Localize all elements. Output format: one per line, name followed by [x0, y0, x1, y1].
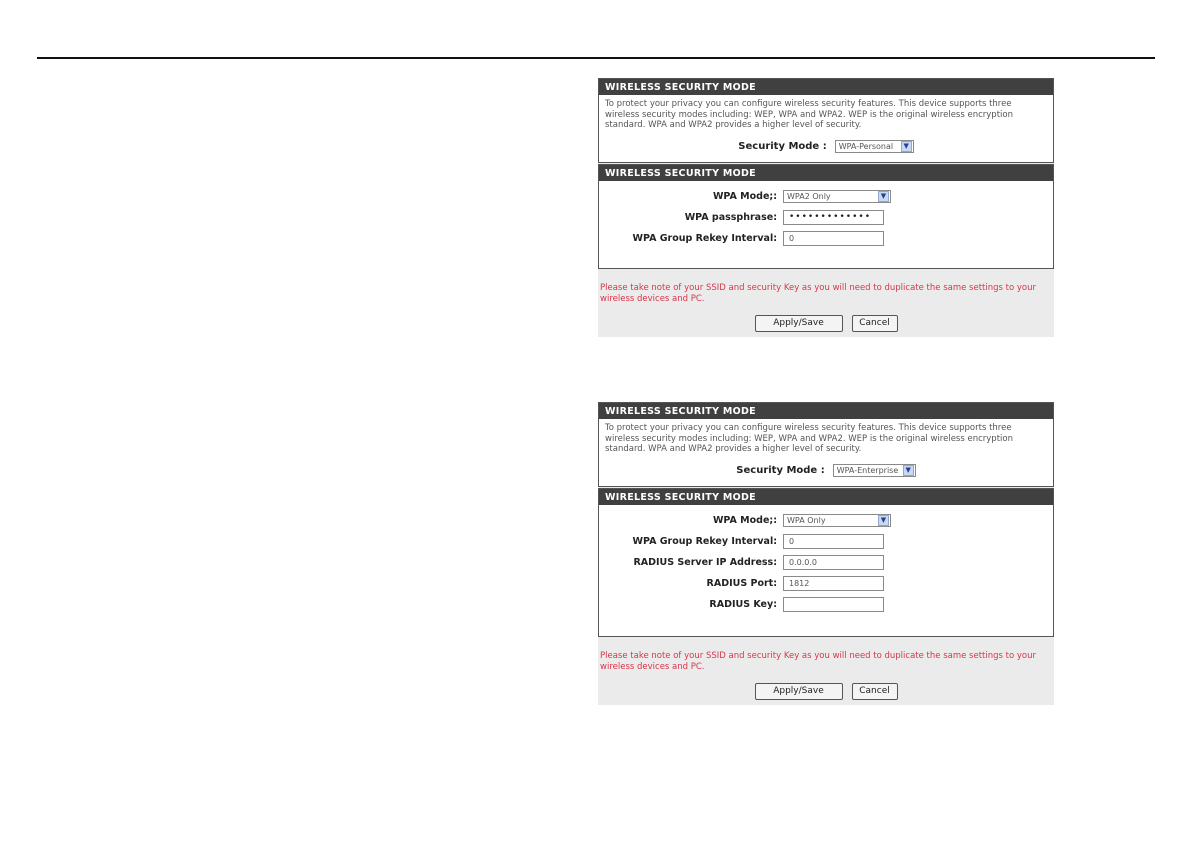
wpa-settings-section: [598, 488, 1054, 637]
wpa-mode-select[interactable]: [783, 514, 891, 527]
security-mode-section: [598, 402, 1054, 487]
wpa-rekey-label: WPA Group Rekey Interval:: [632, 232, 777, 244]
radius-port-label: RADIUS Port:: [706, 577, 777, 589]
security-note: Please take note of your SSID and security Key as you will need to duplicate the same settings to your wireless devices and PC.: [600, 282, 1036, 304]
radius-key-label: RADIUS Key:: [709, 598, 777, 610]
wpa-rekey-label: WPA Group Rekey Interval:: [632, 535, 777, 547]
wpa-settings-form: [599, 181, 1053, 268]
radius-ip-label: RADIUS Server IP Address:: [633, 556, 777, 568]
button-row: [598, 673, 1054, 705]
wpa-rekey-row: [599, 228, 1053, 249]
cancel-button[interactable]: Cancel: [852, 315, 898, 332]
wpa-mode-select[interactable]: [783, 190, 891, 203]
radius-key-row: [599, 594, 1053, 615]
wpa-rekey-row: [599, 531, 1053, 552]
cancel-button[interactable]: Cancel: [852, 683, 898, 700]
radius-port-field[interactable]: 1812: [783, 576, 884, 591]
security-mode-select[interactable]: [835, 140, 914, 153]
security-mode-label: Security Mode :: [736, 465, 825, 476]
wpa-mode-label: WPA Mode;:: [712, 514, 777, 526]
wpa-mode-label: WPA Mode;:: [712, 190, 777, 202]
security-mode-value: WPA-Enterprise: [836, 466, 899, 475]
security-mode-value: WPA-Personal: [838, 142, 894, 151]
wpa-mode-row: [599, 510, 1053, 531]
security-mode-section: [598, 78, 1054, 163]
radius-ip-row: [599, 552, 1053, 573]
wpa-settings-form: [599, 505, 1053, 636]
wpa-enterprise-screen: [598, 402, 1054, 705]
wpa-personal-screen: [598, 78, 1054, 337]
wpa-passphrase-field[interactable]: •••••••••••••: [783, 210, 884, 225]
chevron-down-icon[interactable]: ▼: [878, 515, 889, 526]
intro-text: To protect your privacy you can configure wireless security features. This device supports three wireless security modes including: WEP, WPA and WPA2. WEP is the original wireless encryption standard. WPA and WPA2 provides a higher level of security.: [605, 99, 1013, 130]
wpa-passphrase-row: [599, 207, 1053, 228]
wpa-rekey-field[interactable]: 0: [783, 231, 884, 246]
wpa-mode-row: [599, 186, 1053, 207]
chevron-down-icon[interactable]: ▼: [878, 191, 889, 202]
intro-text: To protect your privacy you can configure wireless security features. This device supports three wireless security modes including: WEP, WPA and WPA2. WEP is the original wireless encryption standard. WPA and WPA2 provides a higher level of security.: [605, 423, 1013, 454]
radius-ip-field[interactable]: 0.0.0.0: [783, 555, 884, 570]
section-header: WIRELESS SECURITY MODE: [599, 79, 1053, 95]
radius-key-field[interactable]: [783, 597, 884, 612]
wpa-rekey-field[interactable]: 0: [783, 534, 884, 549]
security-mode-row: [599, 459, 1053, 483]
chevron-down-icon[interactable]: ▼: [903, 465, 914, 476]
apply-save-button[interactable]: Apply/Save: [755, 315, 843, 332]
apply-save-button[interactable]: Apply/Save: [755, 683, 843, 700]
security-mode-label: Security Mode :: [738, 141, 827, 152]
section-header: WIRELESS SECURITY MODE: [599, 165, 1053, 181]
wpa-mode-value: WPA Only: [787, 515, 826, 525]
chevron-down-icon[interactable]: ▼: [901, 141, 912, 152]
wpa-passphrase-label: WPA passphrase:: [684, 211, 777, 223]
section-header: WIRELESS SECURITY MODE: [599, 489, 1053, 505]
security-mode-select[interactable]: [833, 464, 916, 477]
button-row: [598, 305, 1054, 337]
section-header: WIRELESS SECURITY MODE: [599, 403, 1053, 419]
radius-port-row: [599, 573, 1053, 594]
wpa-mode-value: WPA2 Only: [787, 191, 831, 201]
security-mode-row: [599, 135, 1053, 159]
wpa-settings-section: [598, 164, 1054, 269]
page-top-rule: [37, 57, 1155, 59]
security-note: Please take note of your SSID and security Key as you will need to duplicate the same settings to your wireless devices and PC.: [600, 650, 1036, 672]
